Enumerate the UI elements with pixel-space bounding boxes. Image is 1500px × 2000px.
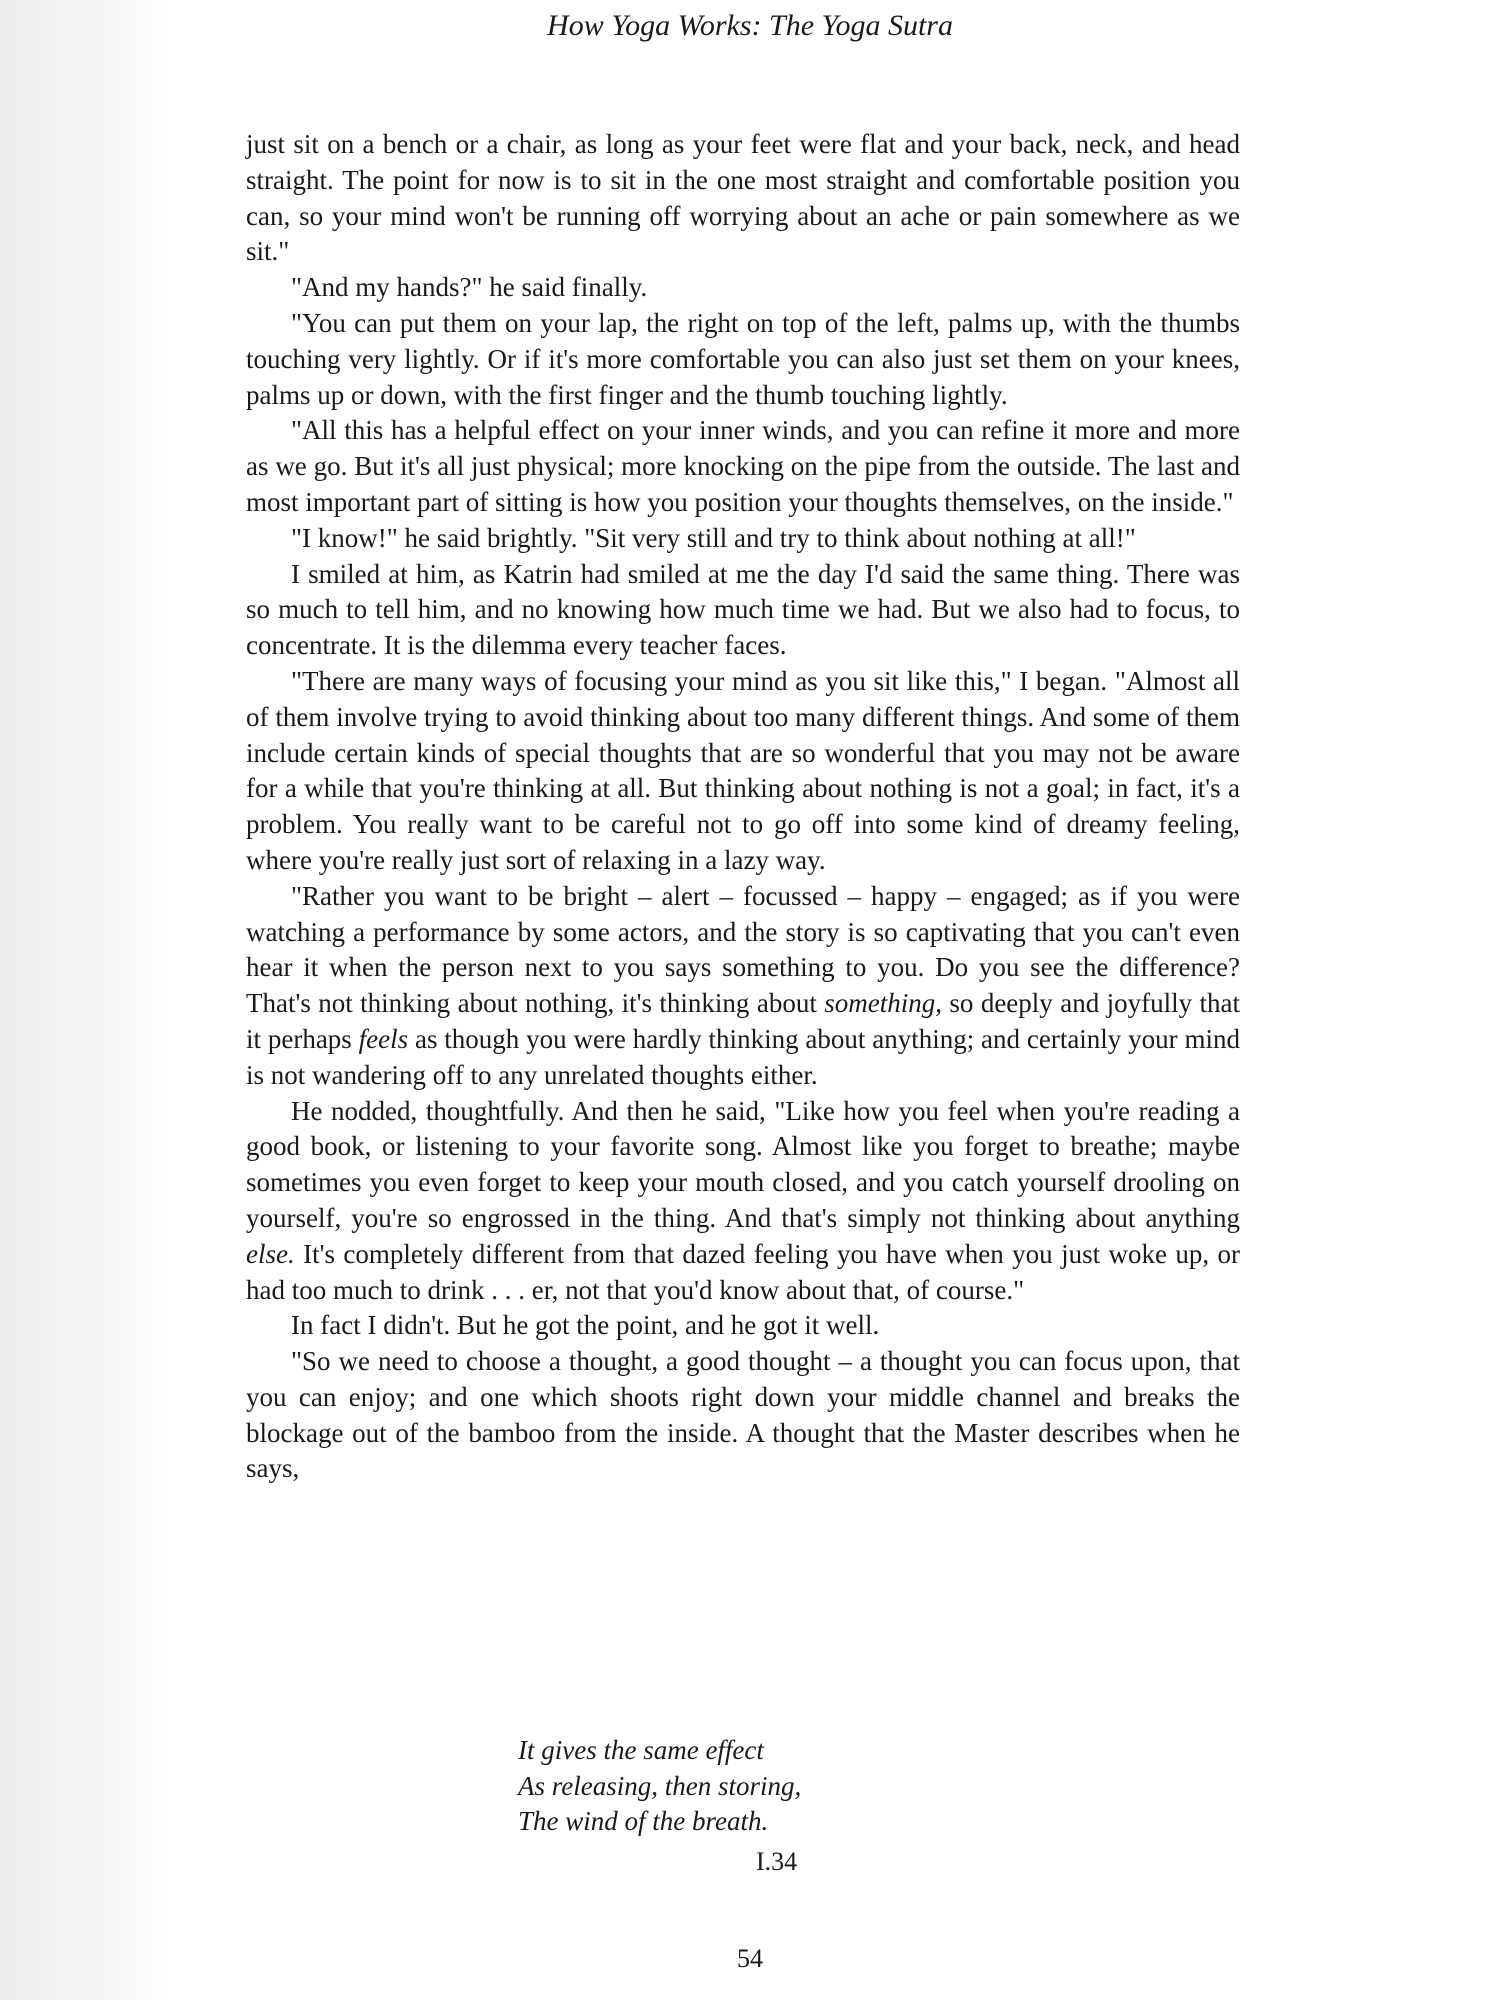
running-header: How Yoga Works: The Yoga Sutra bbox=[547, 9, 953, 42]
paragraph-10: In fact I didn't. But he got the point, and he got it well. bbox=[291, 1310, 880, 1341]
verse-line-3: The wind of the breath. bbox=[518, 1806, 769, 1837]
verse-reference: I.34 bbox=[756, 1847, 798, 1876]
verse-quote bbox=[518, 1733, 801, 1840]
emphasis-feels: feels bbox=[358, 1023, 409, 1054]
emphasis-something: something, bbox=[824, 988, 942, 1019]
paragraph-9-start: He nodded, thoughtfully. And then he said, "Like how you feel when you're reading a good book, or listening to your favorite song. Almost like you forget to breathe; maybe sometimes you even forget to keep your mouth closed, and you catch yourself drooling on yourself, you're so engrossed in the thing. And that's simply not thinking about anything bbox=[246, 1095, 1240, 1233]
paragraph-7: "There are many ways of focusing your mind as you sit like this," I began. "Almost all of them involve trying to avoid thinking about too many different things. And some of them include certain kinds of special thoughts that are so wonderful that you may not be aware for a while that you're thinking at all. But thinking about nothing is not a goal; in fact, it's a problem. You really want to be careful not to go off into some kind of dreamy feeling, where you're really just sort of relaxing in a lazy way. bbox=[246, 665, 1240, 875]
body-text bbox=[246, 127, 1240, 1487]
paragraph-4: "All this has a helpful effect on your inner winds, and you can refine it more and more as we go. But it's all just physical; more knocking on the pipe from the outside. The last and most important part of sitting is how you position your thoughts themselves, on the inside." bbox=[246, 415, 1240, 517]
paragraph-1: just sit on a bench or a chair, as long as your feet were flat and your back, neck, and head straight. The point for now is to sit in the one most straight and comfortable position you can, so your mind won't be running off worrying about an ache or pain somewhere as we sit." bbox=[246, 129, 1240, 267]
page-number: 54 bbox=[737, 1944, 763, 1973]
paragraph-8-mid: so deeply and joyfully that it perhaps bbox=[246, 988, 1240, 1054]
emphasis-else: else. bbox=[246, 1238, 295, 1269]
paragraph-11: "So we need to choose a thought, a good thought – a thought you can focus upon, that you can enjoy; and one which shoots right down your middle channel and breaks the blockage out of the bamboo from the inside. A thought that the Master describes when he says, bbox=[246, 1346, 1240, 1484]
paragraph-3: "You can put them on your lap, the right on top of the left, palms up, with the thumbs touching very lightly. Or if it's more comfortable you can also just set them on your knees, palms up or down, with the first finger and the thumb touching lightly. bbox=[246, 307, 1240, 410]
paragraph-9 bbox=[246, 1094, 1240, 1309]
paragraph-8-end: as though you were hardly thinking about anything; and certainly your mind is not wandering off to any unrelated thoughts either. bbox=[246, 1023, 1240, 1090]
verse-line-1: It gives the same effect bbox=[518, 1735, 764, 1765]
paragraph-8-start: "Rather you want to be bright – alert – focussed – happy – engaged; as if you were watching a performance by some actors, and the story is so captivating that you can't even hear it when the person next to you says something to you. Do you see the difference? That's not thinking about nothing, it's thinking about bbox=[246, 880, 1240, 1019]
paragraph-5: "I know!" he said brightly. "Sit very still and try to think about nothing at all!" bbox=[291, 522, 1136, 553]
paragraph-6: I smiled at him, as Katrin had smiled at me the day I'd said the same thing. There was so much to tell him, and no knowing how much time we had. But we also had to focus, to concentrate. It is the dilemma every teacher faces. bbox=[246, 558, 1240, 661]
paragraph-2: "And my hands?" he said finally. bbox=[291, 272, 648, 303]
paragraph-9-end: It's completely different from that dazed feeling you have when you just woke up, or had too much to drink . . . er, not that you'd know about that, of course." bbox=[246, 1238, 1240, 1305]
verse-line-2: As releasing, then storing, bbox=[518, 1770, 802, 1801]
paragraph-8 bbox=[246, 879, 1240, 1094]
